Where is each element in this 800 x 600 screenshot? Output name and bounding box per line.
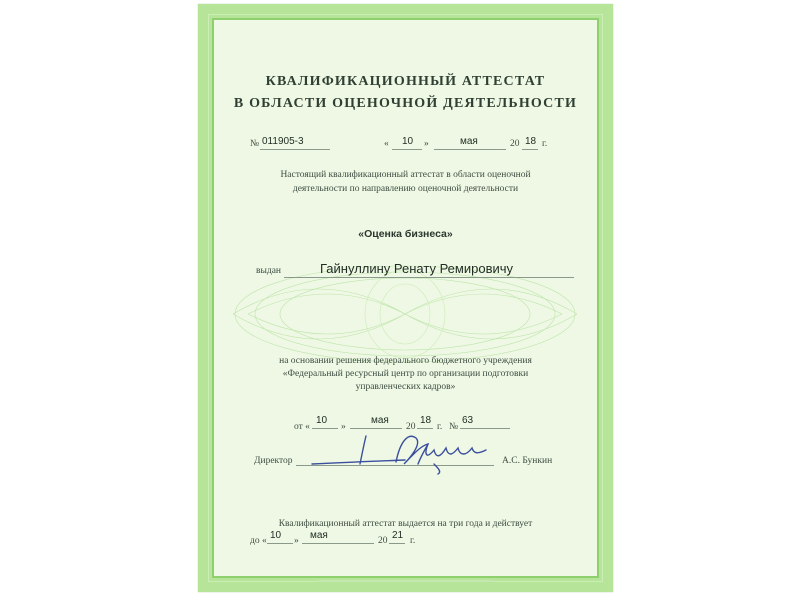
director-name: А.С. Бункин — [502, 456, 553, 466]
validity-year-underline — [389, 543, 405, 544]
validity-day-underline — [267, 543, 293, 544]
director-signature-icon — [310, 428, 510, 476]
issue-year-prefix: 20 — [510, 139, 520, 149]
direction: «Оценка бизнеса» — [358, 228, 453, 240]
issue-day: 10 — [402, 136, 414, 147]
validity-month: мая — [310, 530, 328, 541]
issue-month: мая — [460, 136, 478, 147]
issue-date-close-quote: » — [424, 139, 429, 149]
recipient-underline — [284, 277, 574, 278]
decision-day: 10 — [316, 415, 328, 426]
number-underline — [260, 149, 330, 150]
validity-month-underline — [302, 543, 374, 544]
validity-year-suffix: 21 — [392, 530, 404, 541]
issue-year-label: г. — [542, 139, 548, 149]
intro-line-2: деятельности по направлению оценочной деятельности — [292, 184, 519, 194]
recipient-name: Гайнуллину Ренату Ремировичу — [320, 261, 514, 276]
decision-year-suffix: 18 — [420, 415, 432, 426]
certificate-sheet — [198, 4, 613, 592]
decision-from-label: от « — [294, 422, 310, 432]
number-label: № — [250, 139, 260, 149]
issue-day-underline — [392, 149, 422, 150]
basis-line-2: «Федеральный ресурсный центр по организации подготовки — [282, 369, 529, 379]
validity-year-prefix: 20 — [378, 536, 388, 546]
printer-imprint — [318, 580, 493, 582]
intro-line-1: Настоящий квалификационный аттестат в области оценочной — [280, 170, 531, 180]
issue-month-underline — [434, 149, 506, 150]
title-line-2: В ОБЛАСТИ ОЦЕНОЧНОЙ ДЕЯТЕЛЬНОСТИ — [233, 96, 578, 111]
director-label: Директор — [254, 456, 293, 466]
issued-to-label: выдан — [256, 266, 282, 276]
decision-year-label: г. — [437, 422, 443, 432]
decision-close-quote: » — [341, 422, 346, 432]
decision-month: мая — [371, 415, 389, 426]
validity-year-label: г. — [410, 536, 416, 546]
decision-year-prefix: 20 — [406, 422, 416, 432]
decision-number-label: № — [449, 422, 459, 432]
basis-line-1: на основании решения федерального бюджетного учреждения — [279, 356, 532, 366]
validity-day: 10 — [270, 530, 282, 541]
validity-close-quote: » — [294, 536, 299, 546]
issue-date-open-quote: « — [384, 139, 389, 149]
certificate-number: 011905-3 — [262, 136, 304, 147]
title-line-1: КВАЛИФИКАЦИОННЫЙ АТТЕСТАТ — [265, 74, 546, 89]
issue-year-underline — [522, 149, 538, 150]
basis-line-3: управленческих кадров» — [355, 382, 456, 392]
decision-number: 63 — [462, 415, 474, 426]
validity-until-label: до « — [250, 536, 267, 546]
validity-line-1: Квалификационный аттестат выдается на три года и действует — [278, 519, 533, 529]
issue-year-suffix: 18 — [525, 136, 537, 147]
